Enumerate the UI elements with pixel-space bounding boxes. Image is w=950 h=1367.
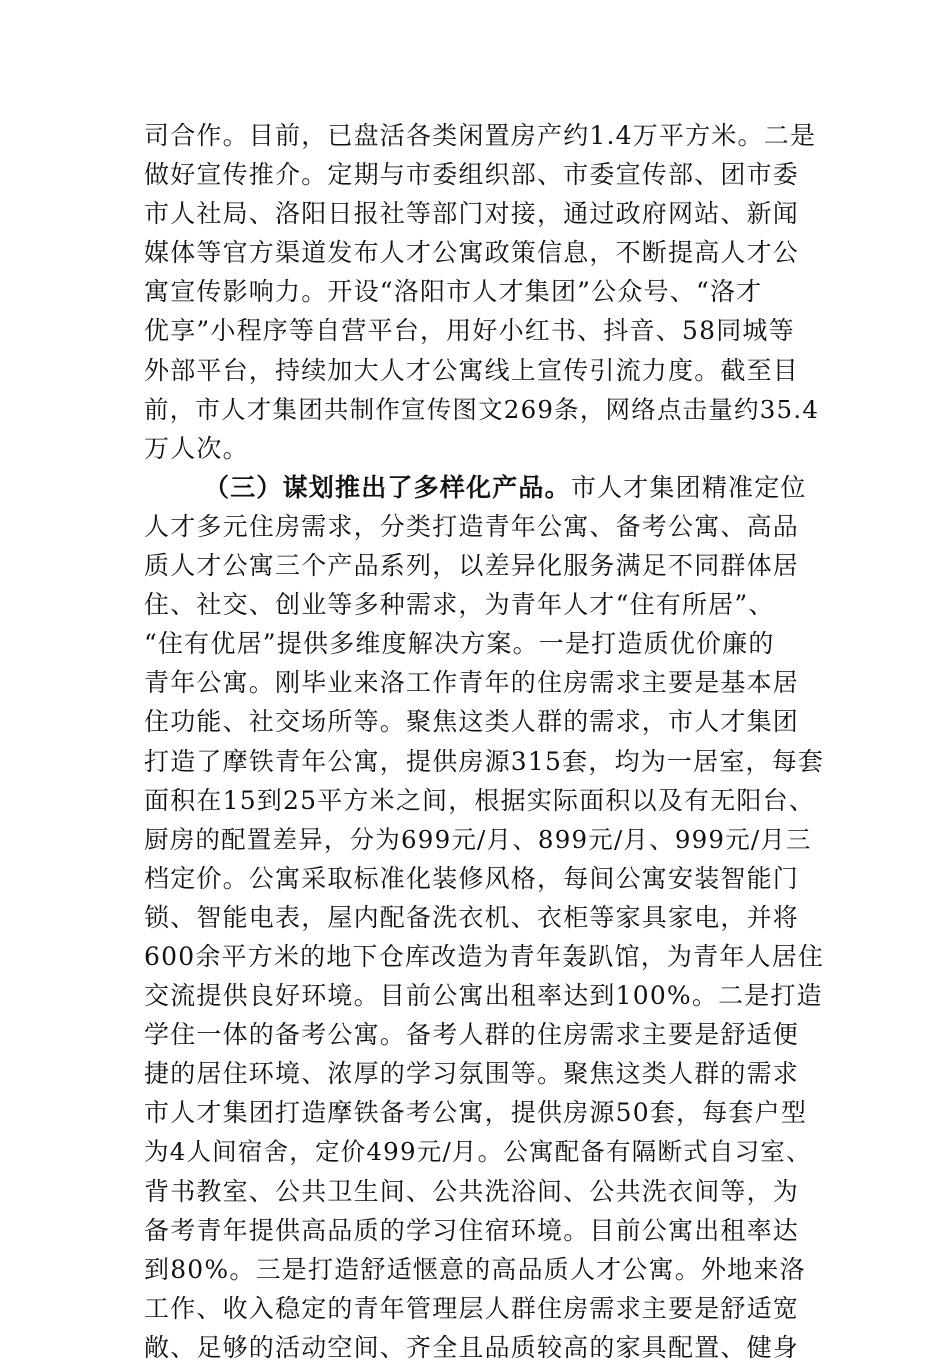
text-line: 为4人间宿舍，定价499元/月。公寓配备有隔断式自习室、 [144,1137,812,1167]
text-line: 做好宣传推介。定期与市委组织部、市委宣传部、团市委 [144,160,800,190]
section-first-line [144,468,824,507]
text-line: 市人社局、洛阳日报社等部门对接，通过政府网站、新闻 [144,199,800,229]
text-line: 档定价。公寓采取标准化装修风格，每间公寓安装智能门 [144,863,800,893]
text-line: 600余平方米的地下仓库改造为青年轰趴馆，为青年人居住 [144,941,825,971]
text-line: 备考青年提供高品质的学习住宿环境。目前公寓出租率达 [144,1215,800,1245]
text-line: 捷的居住环境、浓厚的学习氛围等。聚焦这类人群的需求 [144,1059,800,1089]
text-line: 人才多元住房需求，分类打造青年公寓、备考公寓、高品 [144,511,800,541]
text-line: 住、社交、创业等多种需求，为青年人才“住有所居”、 [144,590,775,620]
text-line: 市人才集团打造摩铁备考公寓，提供房源50套，每套户型 [144,1098,808,1128]
text-line: 厨房的配置差异，分为699元/月、899元/月、999元/月三 [144,824,812,854]
section-first-line-text: 市人才集团精准定位 [570,472,807,502]
text-line: 背书教室、公共卫生间、公共洗浴间、公共洗衣间等，为 [144,1176,800,1206]
text-line: 质人才公寓三个产品系列，以差异化服务满足不同群体居 [144,551,800,581]
text-line: 司合作。目前，已盘活各类闲置房产约1.4万平方米。二是 [144,121,817,150]
text-line: 青年公寓。刚毕业来洛工作青年的住房需求主要是基本居 [144,668,800,698]
text-line: 住功能、社交场所等。聚焦这类人群的需求，市人才集团 [144,707,800,737]
body-text [144,116,824,1367]
text-line: 寓宣传影响力。开设“洛阳市人才集团”公众号、“洛才 [144,277,763,307]
section-heading: （三）谋划推出了多样化产品。 [204,472,571,502]
text-line: 锁、智能电表，屋内配备洗衣机、衣柜等家具家电，并将 [144,902,800,932]
text-line: 学住一体的备考公寓。备考人群的住房需求主要是舒适便 [144,1020,800,1050]
text-line: 交流提供良好环境。目前公寓出租率达到100%。二是打造 [144,981,823,1011]
text-line: 媒体等官方渠道发布人才公寓政策信息，不断提高人才公 [144,238,800,268]
text-line: 前，市人才集团共制作宣传图文269条，网络点击量约35.4 [144,394,820,424]
text-line: 外部平台，持续加大人才公寓线上宣传引流力度。截至目 [144,355,800,385]
text-line: 优享”小程序等自营平台，用好小红书、抖音、58同城等 [144,316,795,346]
text-line: “住有优居”提供多维度解决方案。一是打造质优价廉的 [144,629,775,659]
text-line: 打造了摩铁青年公寓，提供房源315套，均为一居室，每套 [144,746,825,776]
text-line: 敞、足够的活动空间、齐全且品质较高的家具配置、健身 [144,1332,800,1362]
text-line: 工作、收入稳定的青年管理层人群住房需求主要是舒适宽 [144,1293,800,1323]
text-line: 到80%。三是打造舒适惬意的高品质人才公寓。外地来洛 [144,1254,806,1284]
text-line: 面积在15到25平方米之间，根据实际面积以及有无阳台、 [144,785,816,815]
text-line: 万人次。 [144,433,249,463]
